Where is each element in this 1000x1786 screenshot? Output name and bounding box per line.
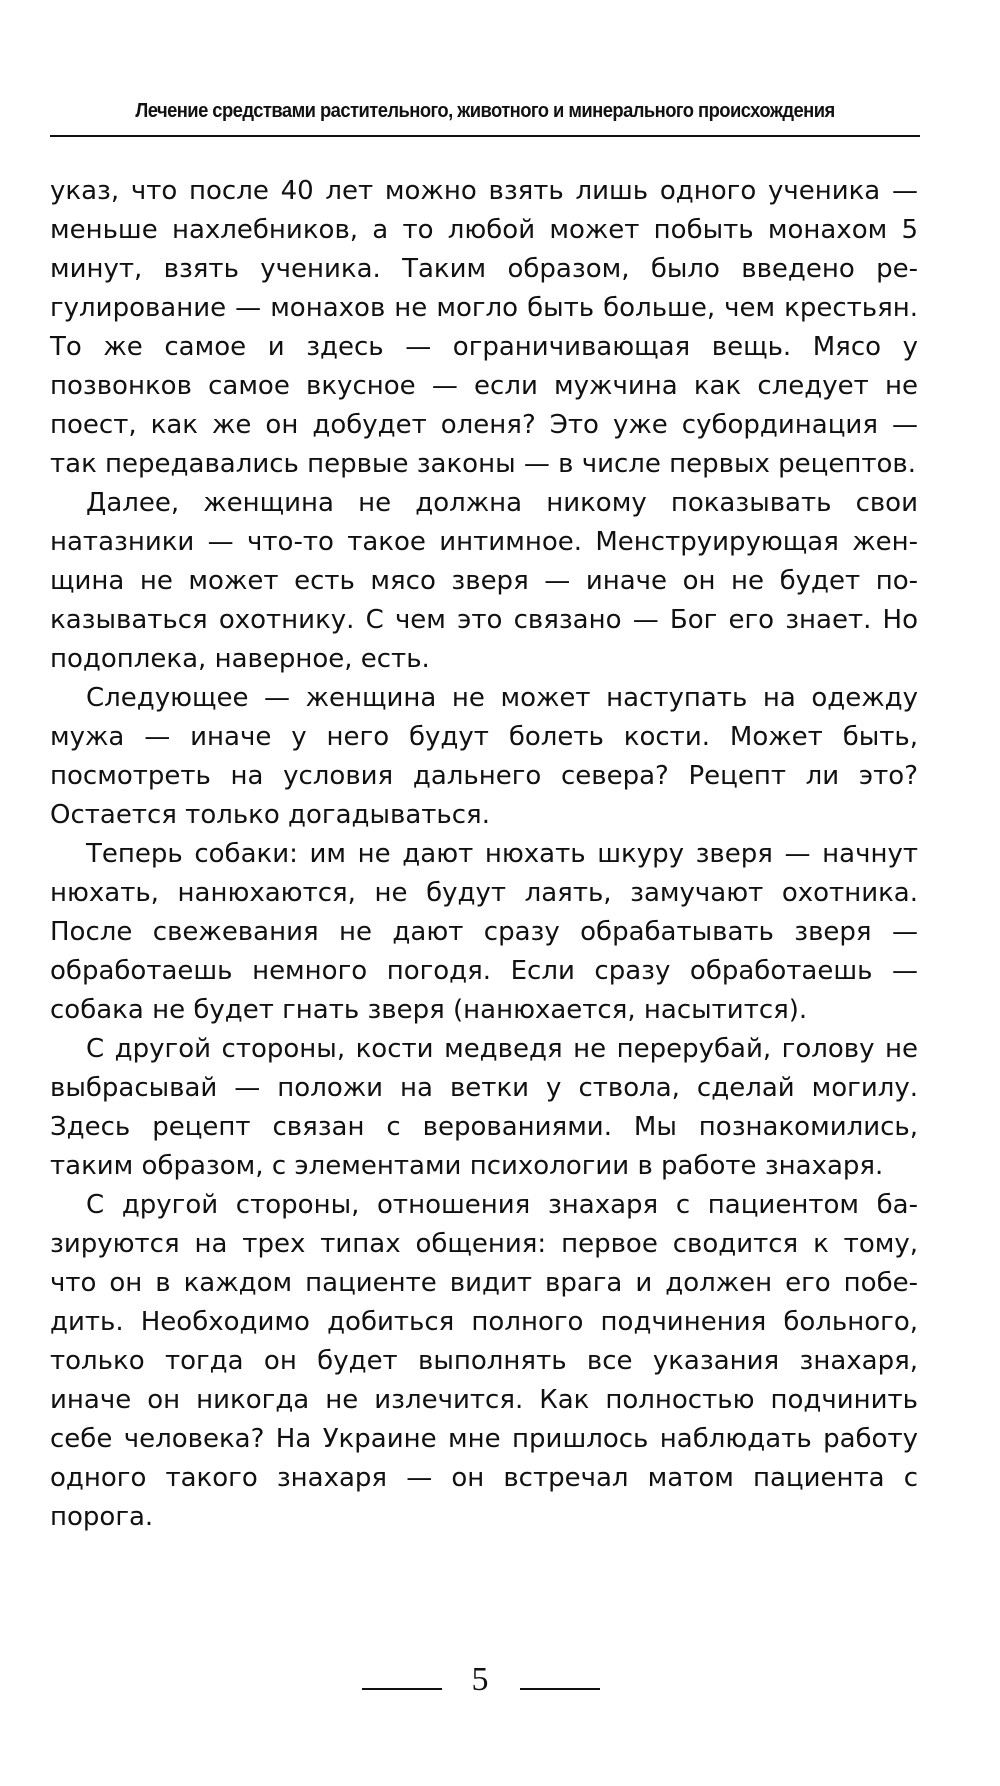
- running-header: Лечение средствами растительного, животного и минерального происхождения: [135, 100, 835, 122]
- page-number: 5: [471, 1661, 489, 1698]
- body-text: [50, 172, 918, 1537]
- paragraph: Далее, женщина не должна никому показывать свои натазники — что-то такое интимное. Менструирующая женщина не может есть мясо зверя — иначе он не будет показываться охотнику. С чем это связано — Бог его знает. Но подоплека, наверное, есть.: [50, 488, 918, 674]
- folio-rule-right: [520, 1688, 600, 1690]
- paragraph: Теперь собаки: им не дают нюхать шкуру зверя — начнут нюхать, нанюхаются, не будут лаять, замучают охотника. После свежевания не дают сразу обрабатывать зверя — обработаешь немного погодя. Если сразу обработаешь — собака не будет гнать зверя (нанюхается, насытится).: [50, 839, 918, 1025]
- header-rule: [50, 135, 920, 137]
- paragraph: С другой стороны, отношения знахаря с пациентом базируются на трех типах общения: первое сводится к тому, что он в каждом пациенте видит врага и должен его победить. Необходимо добиться полного подчинения больного, только тогда он будет выполнять все указания знахаря, иначе он никогда не излечится. Как полностью подчинить себе человека? На Украине мне пришлось наблюдать работу одного такого знахаря — он встречал матом пациента с порога.: [50, 1190, 918, 1532]
- page-footer: [0, 1660, 1000, 1700]
- folio-rule-left: [362, 1688, 442, 1690]
- paragraph: С другой стороны, кости медведя не перерубай, голову не выбрасывай — положи на ветки у ствола, сделай могилу. Здесь рецепт связан с верованиями. Мы познакомились, таким образом, с элементами психологии в работе знахаря.: [50, 1034, 918, 1181]
- paragraph: Следующее — женщина не может наступать на одежду мужа — иначе у него будут болеть кости. Может быть, посмотреть на условия дальнего севера? Рецепт ли это? Остается только догадываться.: [50, 683, 918, 830]
- paragraph: указ, что после 40 лет можно взять лишь одного ученика — меньше нахлебников, а то любой может побыть монахом 5 минут, взять ученика. Таким образом, было введено регулирование — монахов не могло быть больше, чем крестьян. То же самое и здесь — ограничивающая вещь. Мясо у позвонков самое вкусное — если мужчина как следует не поест, как же он добудет оленя? Это уже субординация — так передавались первые законы — в числе первых рецептов.: [50, 176, 918, 479]
